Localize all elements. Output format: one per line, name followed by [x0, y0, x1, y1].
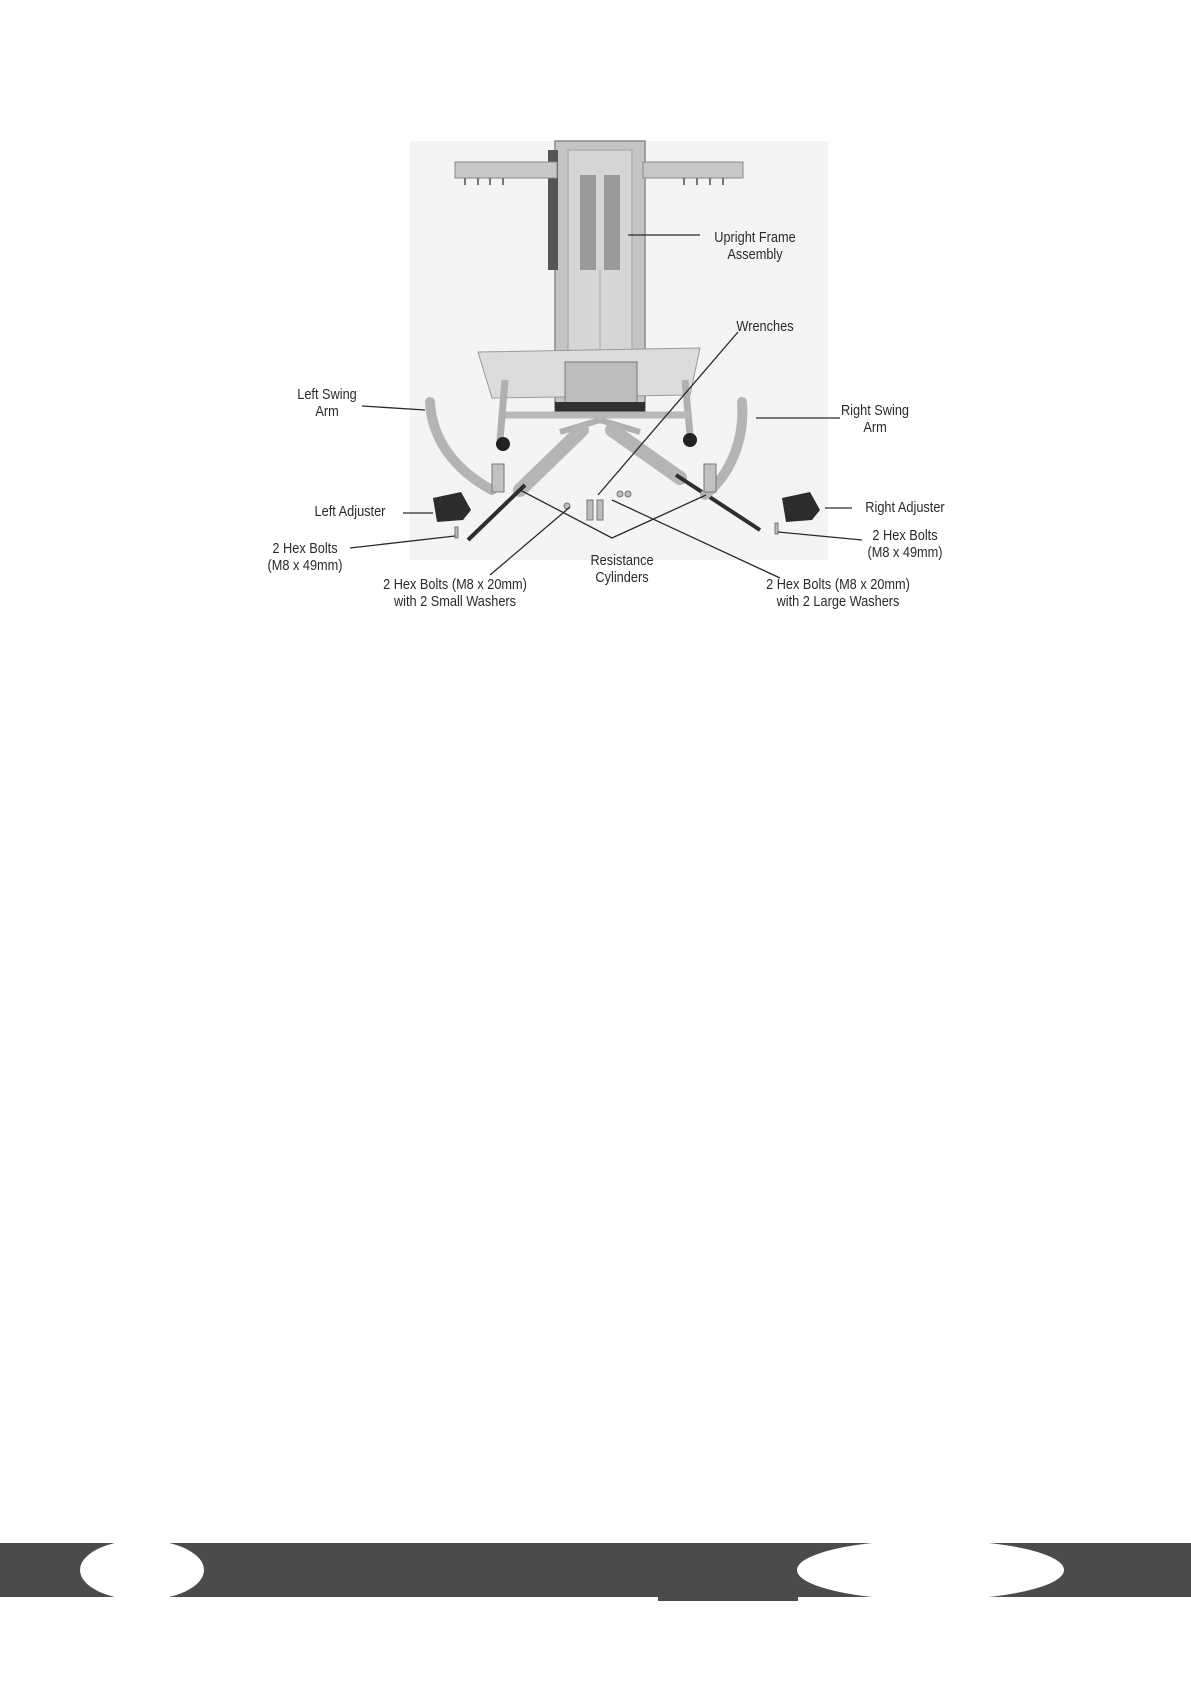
- label-right-swing-arm: Right Swing Arm: [840, 402, 910, 436]
- label-left-swing-arm: Left Swing Arm: [297, 386, 357, 420]
- label-wrenches: Wrenches: [736, 318, 794, 335]
- upright-frame: [455, 141, 743, 451]
- label-left-adjuster: Left Adjuster: [314, 503, 386, 520]
- label-hex-bolts-large-washers: 2 Hex Bolts (M8 x 20mm) with 2 Large Washers: [766, 576, 910, 610]
- footer-page-oval-left: [80, 1540, 204, 1600]
- label-resistance-cylinders: Resistance Cylinders: [590, 552, 654, 586]
- label-upright-frame-assembly: Upright Frame Assembly: [714, 229, 796, 263]
- label-right-hex-bolts: 2 Hex Bolts (M8 x 49mm): [867, 527, 943, 561]
- footer-page-oval-right: [797, 1540, 1064, 1600]
- footer-step: [658, 1597, 798, 1601]
- label-hex-bolts-small-washers: 2 Hex Bolts (M8 x 20mm) with 2 Small Washers: [383, 576, 527, 610]
- small-hardware: [455, 491, 778, 538]
- label-left-hex-bolts: 2 Hex Bolts (M8 x 49mm): [267, 540, 343, 574]
- label-right-adjuster: Right Adjuster: [865, 499, 945, 516]
- assembly-figure: [0, 0, 1191, 660]
